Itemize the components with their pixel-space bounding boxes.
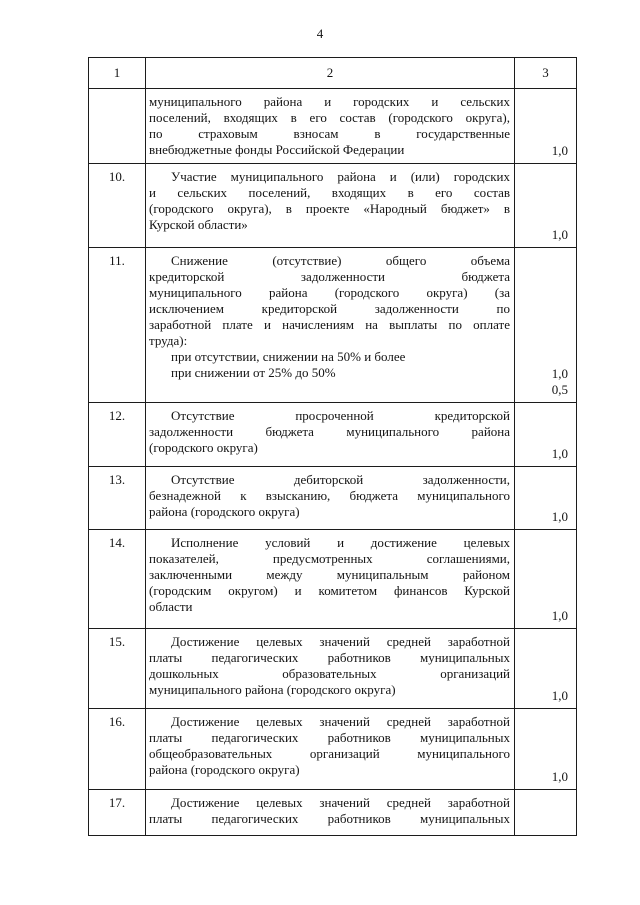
description-line: района (городского округа)	[149, 762, 300, 777]
description-line: муниципального района и городских и сельских	[149, 94, 510, 109]
description-line: исключением кредиторской задолженности по	[149, 301, 510, 316]
description-line: Исполнение условий и достижение целевых	[171, 535, 510, 550]
value-text: 1,0	[551, 446, 568, 461]
row-description	[146, 467, 515, 530]
description-line: поселений, входящих в его состав (городского округа),	[149, 110, 510, 125]
header-col-3: 3	[515, 58, 577, 89]
description-line: муниципального района (городского округа)	[149, 682, 396, 697]
row-description	[146, 248, 515, 403]
value-text: 1,0	[551, 688, 568, 703]
row-value	[515, 530, 577, 629]
description-line: Отсутствие просроченной кредиторской	[171, 408, 510, 423]
row-value	[515, 790, 577, 836]
value-text: 1,0	[551, 769, 568, 784]
description-line: Снижение (отсутствие) общего объема	[171, 253, 510, 268]
description-line: (городским округом) и комитетом финансов Курской	[149, 583, 510, 598]
description-line: труда):	[149, 333, 188, 348]
row-value	[515, 709, 577, 790]
description-line: по страховым взносам в государственные	[149, 126, 510, 141]
criteria-table	[88, 57, 577, 836]
row-number: 13.	[89, 467, 146, 530]
row-value	[515, 467, 577, 530]
table-row	[89, 403, 577, 467]
description-line: платы педагогических работников муниципальных	[149, 650, 510, 665]
row-value	[515, 403, 577, 467]
table-row	[89, 530, 577, 629]
description-line: Отсутствие дебиторской задолженности,	[171, 472, 510, 487]
table-row	[89, 164, 577, 248]
description-line: при отсутствии, снижении на 50% и более	[171, 349, 406, 364]
table-row	[89, 89, 577, 164]
value-text: 1,0	[551, 227, 568, 242]
row-number: 17.	[89, 790, 146, 836]
row-description	[146, 629, 515, 709]
header-col-1: 1	[89, 58, 146, 89]
table-row	[89, 248, 577, 403]
header-col-2: 2	[146, 58, 515, 89]
value-text: 1,0	[551, 366, 568, 381]
description-line: внебюджетные фонды Российской Федерации	[149, 142, 405, 157]
table-row	[89, 629, 577, 709]
row-number: 15.	[89, 629, 146, 709]
row-number: 16.	[89, 709, 146, 790]
value-text: 1,0	[551, 509, 568, 524]
description-line: показателей, предусмотренных соглашениями,	[149, 551, 510, 566]
description-line: при снижении от 25% до 50%	[171, 365, 336, 380]
description-line: заработной плате и начислениям на выплаты по оплате	[149, 317, 510, 332]
table-row	[89, 709, 577, 790]
row-description	[146, 709, 515, 790]
description-line: области	[149, 599, 193, 614]
row-value	[515, 629, 577, 709]
row-description	[146, 790, 515, 836]
row-description	[146, 403, 515, 467]
description-line: Достижение целевых значений средней заработной	[171, 714, 510, 729]
row-number	[89, 89, 146, 164]
description-line: дошкольных образовательных организаций	[149, 666, 510, 681]
row-value	[515, 164, 577, 248]
row-number: 14.	[89, 530, 146, 629]
description-line: Курской области»	[149, 217, 248, 232]
description-line: платы педагогических работников муниципальных	[149, 730, 510, 745]
value-text: 1,0	[551, 608, 568, 623]
row-description	[146, 164, 515, 248]
description-line: района (городского округа)	[149, 504, 300, 519]
table-row	[89, 790, 577, 836]
description-line: Участие муниципального района и (или) городских	[171, 169, 510, 184]
description-line: задолженности бюджета муниципального района	[149, 424, 510, 439]
value-text: 1,0	[551, 143, 568, 158]
row-value	[515, 248, 577, 403]
value-text: 0,5	[551, 382, 568, 397]
description-line: муниципального района (городского округа) (за	[149, 285, 510, 300]
description-line: общеобразовательных организаций муниципального	[149, 746, 510, 761]
description-line: кредиторской задолженности бюджета	[149, 269, 510, 284]
row-value	[515, 89, 577, 164]
description-line: платы педагогических работников муниципальных	[149, 811, 510, 826]
row-number: 10.	[89, 164, 146, 248]
page-number: 4	[316, 26, 324, 41]
row-number: 11.	[89, 248, 146, 403]
table-row	[89, 467, 577, 530]
description-line: (городского округа)	[149, 440, 258, 455]
description-line: (городского округа), в проекте «Народный бюджет» в	[149, 201, 510, 216]
row-description	[146, 530, 515, 629]
description-line: заключенными между муниципальным районом	[149, 567, 510, 582]
description-line: безнадежной к взысканию, бюджета муниципального	[149, 488, 510, 503]
row-number: 12.	[89, 403, 146, 467]
row-description	[146, 89, 515, 164]
table-header-row	[89, 58, 577, 89]
description-line: Достижение целевых значений средней заработной	[171, 795, 510, 810]
description-line: Достижение целевых значений средней заработной	[171, 634, 510, 649]
description-line: и сельских поселений, входящих в его состав	[149, 185, 510, 200]
